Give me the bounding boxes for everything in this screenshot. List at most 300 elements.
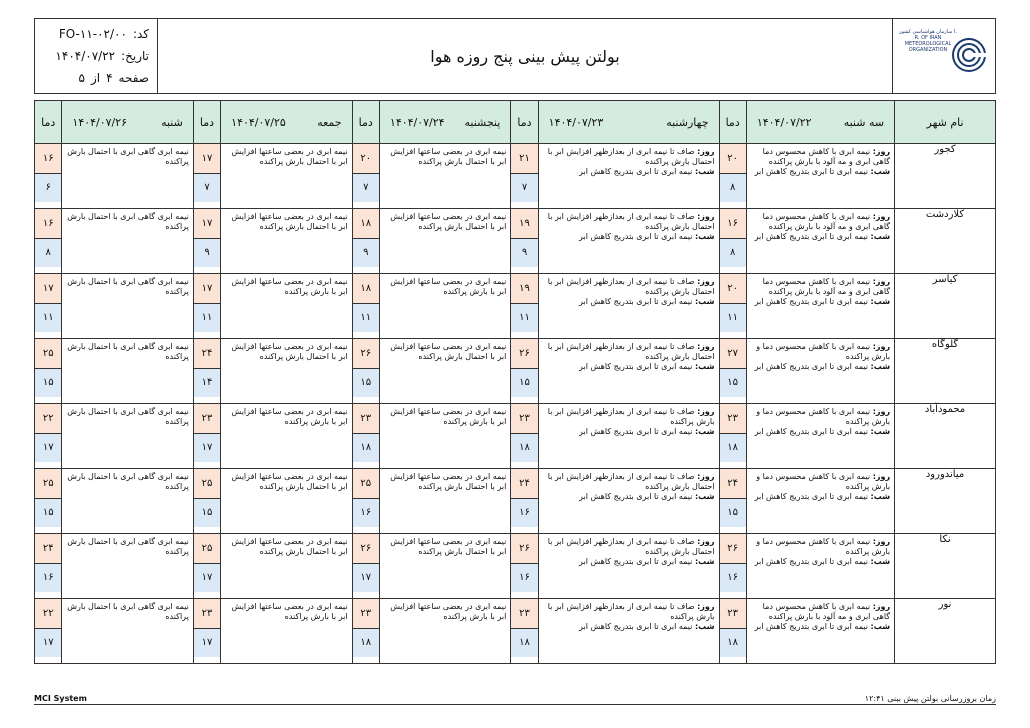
temp-cell bbox=[352, 469, 379, 534]
temp-cell bbox=[352, 404, 379, 469]
forecast-text: نیمه ابری در بعضی ساعتها افزایش ابر با احتمال بارش پراکنده bbox=[390, 212, 507, 231]
forecast-text: نیمه ابری گاهی ابری با احتمال بارش پراکنده bbox=[67, 537, 189, 556]
min-temp: ۹ bbox=[353, 239, 379, 268]
forecast-cell bbox=[221, 339, 352, 404]
day-forecast bbox=[543, 407, 715, 427]
day-text: نیمه ابری با کاهش محسوس دما و بارش پراکنده bbox=[756, 537, 891, 556]
forecast-cell bbox=[221, 599, 352, 664]
day-header-4 bbox=[221, 101, 352, 144]
temp-cell bbox=[193, 469, 220, 534]
day-text: نیمه ابری با کاهش محسوس دما و بارش پراکنده bbox=[756, 472, 891, 491]
day-forecast bbox=[543, 602, 715, 622]
temp-cell bbox=[35, 274, 62, 339]
night-label: شب: bbox=[870, 492, 891, 501]
table-row bbox=[35, 339, 996, 404]
day-text: نیمه ابری با کاهش محسوس دما گاهی ابری و مه آلود با بارش پراکنده bbox=[762, 602, 891, 621]
table-header-row bbox=[35, 101, 996, 144]
forecast-text: نیمه ابری در بعضی ساعتها افزایش ابر با احتمال بارش پراکنده bbox=[390, 472, 507, 491]
forecast-text: نیمه ابری در بعضی ساعتها افزایش ابر با بارش پراکنده bbox=[390, 407, 507, 426]
night-text: نیمه ابری تا ابری بتدریج کاهش ابر bbox=[754, 492, 868, 501]
min-temp: ۱۵ bbox=[353, 369, 379, 398]
night-text: نیمه ابری تا ابری بتدریج کاهش ابر bbox=[754, 362, 868, 371]
min-temp: ۱۱ bbox=[511, 304, 537, 333]
temp-cell bbox=[193, 404, 220, 469]
forecast-cell bbox=[538, 404, 719, 469]
min-temp: ۱۶ bbox=[511, 499, 537, 528]
update-time: ۱۲:۴۱ bbox=[864, 694, 885, 703]
city-name: محمودآباد bbox=[895, 404, 996, 469]
forecast-text: نیمه ابری در بعضی ساعتها افزایش ابر با بارش پراکنده bbox=[390, 602, 507, 621]
min-temp: ۷ bbox=[511, 174, 537, 203]
night-text: نیمه ابری تا ابری بتدریج کاهش ابر bbox=[579, 167, 693, 176]
temp-cell bbox=[193, 274, 220, 339]
night-forecast bbox=[543, 297, 715, 307]
min-temp: ۷ bbox=[353, 174, 379, 203]
forecast-text: نیمه ابری در بعضی ساعتها افزایش ابر با احتمال بارش پراکنده bbox=[231, 342, 348, 361]
max-temp: ۱۷ bbox=[194, 209, 220, 239]
min-temp: ۸ bbox=[720, 174, 746, 203]
night-text: نیمه ابری تا ابری بتدریج کاهش ابر bbox=[754, 297, 868, 306]
forecast-cell bbox=[221, 209, 352, 274]
day-forecast bbox=[751, 147, 890, 167]
forecast-text: نیمه ابری در بعضی ساعتها افزایش ابر با احتمال بارش پراکنده bbox=[231, 147, 348, 166]
day-header-1 bbox=[746, 101, 894, 144]
max-temp: ۲۳ bbox=[511, 599, 537, 629]
max-temp: ۲۶ bbox=[353, 534, 379, 564]
day-text: نیمه ابری با کاهش محسوس دما گاهی ابری و مه آلود با بارش پراکنده bbox=[762, 147, 891, 166]
min-temp: ۱۱ bbox=[353, 304, 379, 333]
max-temp: ۱۹ bbox=[511, 274, 537, 304]
min-temp: ۹ bbox=[194, 239, 220, 268]
max-temp: ۱۹ bbox=[511, 209, 537, 239]
forecast-cell bbox=[62, 144, 193, 209]
temp-cell bbox=[35, 404, 62, 469]
day-label: روز: bbox=[872, 277, 891, 286]
temp-header: دما bbox=[193, 101, 220, 144]
night-forecast bbox=[543, 622, 715, 632]
day-forecast bbox=[543, 212, 715, 232]
min-temp: ۱۵ bbox=[720, 369, 746, 398]
temp-cell bbox=[352, 209, 379, 274]
logo bbox=[892, 19, 995, 93]
temp-cell bbox=[352, 339, 379, 404]
night-forecast bbox=[751, 557, 890, 567]
night-label: شب: bbox=[694, 297, 715, 306]
forecast-cell bbox=[379, 599, 510, 664]
code-value: FO-۱۱-۰۲/۰۰ bbox=[58, 27, 127, 41]
night-text: نیمه ابری تا ابری بتدریج کاهش ابر bbox=[754, 557, 868, 566]
night-forecast bbox=[751, 362, 890, 372]
min-temp: ۱۴ bbox=[194, 369, 220, 398]
night-text: نیمه ابری تا ابری بتدریج کاهش ابر bbox=[579, 557, 693, 566]
night-text: نیمه ابری تا ابری بتدریج کاهش ابر bbox=[754, 622, 868, 631]
day-text: نیمه ابری با کاهش محسوس دما گاهی ابری و مه آلود با بارش پراکنده bbox=[762, 277, 891, 296]
city-name: میاندورود bbox=[895, 469, 996, 534]
max-temp: ۲۲ bbox=[35, 404, 61, 434]
min-temp: ۱۷ bbox=[194, 434, 220, 463]
forecast-cell bbox=[221, 274, 352, 339]
max-temp: ۲۵ bbox=[35, 469, 61, 499]
max-temp: ۱۷ bbox=[194, 144, 220, 174]
max-temp: ۲۴ bbox=[194, 339, 220, 369]
temp-cell bbox=[352, 534, 379, 599]
night-label: شب: bbox=[870, 232, 891, 241]
day-text: صاف تا نیمه ابری از بعدازظهر افزایش ابر با احتمال بارش پراکنده bbox=[547, 212, 715, 231]
forecast-cell bbox=[538, 469, 719, 534]
day-date: ۱۴۰۴/۰۷/۲۵ bbox=[231, 115, 286, 129]
max-temp: ۲۳ bbox=[194, 404, 220, 434]
min-temp: ۱۵ bbox=[194, 499, 220, 528]
max-temp: ۲۳ bbox=[720, 599, 746, 629]
temp-cell bbox=[719, 274, 746, 339]
forecast-text: نیمه ابری در بعضی ساعتها افزایش ابر با احتمال بارش پراکنده bbox=[390, 537, 507, 556]
forecast-text: نیمه ابری گاهی ابری با احتمال بارش پراکنده bbox=[67, 602, 189, 621]
forecast-text: نیمه ابری در بعضی ساعتها افزایش ابر با احتمال بارش پراکنده bbox=[231, 537, 348, 556]
max-temp: ۲۷ bbox=[720, 339, 746, 369]
max-temp: ۲۵ bbox=[194, 534, 220, 564]
footer-divider bbox=[34, 704, 996, 705]
day-label: روز: bbox=[697, 147, 715, 156]
min-temp: ۸ bbox=[720, 239, 746, 268]
min-temp: ۱۵ bbox=[511, 369, 537, 398]
forecast-cell bbox=[221, 469, 352, 534]
bulletin-header bbox=[34, 18, 996, 94]
night-forecast bbox=[543, 557, 715, 567]
day-text: صاف تا نیمه ابری از بعدازظهر افزایش ابر با بارش پراکنده bbox=[547, 407, 715, 426]
forecast-cell bbox=[62, 339, 193, 404]
max-temp: ۱۸ bbox=[353, 209, 379, 239]
min-temp: ۱۷ bbox=[353, 564, 379, 593]
forecast-cell bbox=[746, 209, 894, 274]
table-row bbox=[35, 534, 996, 599]
day-forecast bbox=[751, 472, 890, 492]
day-forecast bbox=[751, 342, 890, 362]
update-label: زمان بروزرسانی بولتن پیش بینی bbox=[887, 694, 996, 703]
temp-cell bbox=[719, 144, 746, 209]
day-text: نیمه ابری با کاهش محسوس دما و بارش پراکنده bbox=[756, 342, 891, 361]
temp-cell bbox=[719, 339, 746, 404]
day-date: ۱۴۰۴/۰۷/۲۳ bbox=[548, 115, 604, 129]
update-info bbox=[865, 694, 996, 703]
night-forecast bbox=[751, 622, 890, 632]
day-text: صاف تا نیمه ابری از بعدازظهر افزایش ابر با بارش پراکنده bbox=[547, 602, 715, 621]
temp-cell bbox=[511, 404, 538, 469]
temp-cell bbox=[511, 209, 538, 274]
temp-cell bbox=[193, 144, 220, 209]
temp-cell bbox=[511, 534, 538, 599]
night-text: نیمه ابری تا ابری بتدریج کاهش ابر bbox=[754, 427, 868, 436]
night-text: نیمه ابری تا ابری بتدریج کاهش ابر bbox=[579, 297, 693, 306]
min-temp: ۱۶ bbox=[720, 564, 746, 593]
forecast-text: نیمه ابری گاهی ابری با احتمال بارش پراکنده bbox=[67, 472, 189, 491]
table-row bbox=[35, 599, 996, 664]
city-header: نام شهر bbox=[895, 101, 996, 144]
max-temp: ۲۶ bbox=[353, 339, 379, 369]
forecast-text: نیمه ابری در بعضی ساعتها افزایش ابر با احتمال بارش پراکنده bbox=[390, 342, 507, 361]
forecast-text: نیمه ابری گاهی ابری با احتمال بارش پراکنده bbox=[67, 277, 189, 296]
day-date: ۱۴۰۴/۰۷/۲۶ bbox=[72, 115, 128, 129]
day-forecast bbox=[543, 472, 715, 492]
system-label: MCI System bbox=[34, 694, 87, 703]
temp-header: دما bbox=[35, 101, 62, 144]
city-name: کلاردشت bbox=[895, 209, 996, 274]
max-temp: ۲۵ bbox=[194, 469, 220, 499]
forecast-cell bbox=[538, 144, 719, 209]
day-label: روز: bbox=[872, 602, 891, 611]
day-label: روز: bbox=[872, 147, 891, 156]
min-temp: ۱۵ bbox=[35, 499, 61, 528]
night-label: شب: bbox=[870, 557, 891, 566]
forecast-cell bbox=[62, 209, 193, 274]
night-text: نیمه ابری تا ابری بتدریج کاهش ابر bbox=[579, 622, 693, 631]
temp-cell bbox=[719, 469, 746, 534]
forecast-cell bbox=[538, 599, 719, 664]
page-current: ۴ bbox=[106, 71, 113, 85]
day-header-3 bbox=[379, 101, 510, 144]
city-name: نکا bbox=[895, 534, 996, 599]
temp-cell bbox=[719, 209, 746, 274]
max-temp: ۱۷ bbox=[194, 274, 220, 304]
city-name: گلوگاه bbox=[895, 339, 996, 404]
forecast-table bbox=[34, 100, 996, 664]
forecast-text: نیمه ابری گاهی ابری با احتمال بارش پراکنده bbox=[67, 212, 189, 231]
forecast-cell bbox=[379, 534, 510, 599]
forecast-cell bbox=[221, 534, 352, 599]
temp-cell bbox=[719, 599, 746, 664]
temp-cell bbox=[719, 404, 746, 469]
night-text: نیمه ابری تا ابری بتدریج کاهش ابر bbox=[754, 232, 868, 241]
max-temp: ۲۳ bbox=[353, 404, 379, 434]
doc-info bbox=[35, 19, 158, 93]
table-row bbox=[35, 274, 996, 339]
temp-header: دما bbox=[352, 101, 379, 144]
day-name: پنجشنبه bbox=[464, 115, 501, 129]
forecast-text: نیمه ابری در بعضی ساعتها افزایش ابر با احتمال بارش پراکنده bbox=[231, 212, 348, 231]
min-temp: ۱۷ bbox=[35, 629, 61, 658]
day-forecast bbox=[751, 277, 890, 297]
forecast-cell bbox=[746, 534, 894, 599]
day-header-5 bbox=[62, 101, 193, 144]
temp-cell bbox=[511, 469, 538, 534]
max-temp: ۲۵ bbox=[35, 339, 61, 369]
forecast-cell bbox=[221, 144, 352, 209]
day-forecast bbox=[543, 537, 715, 557]
max-temp: ۲۳ bbox=[353, 599, 379, 629]
forecast-cell bbox=[746, 404, 894, 469]
night-text: نیمه ابری تا ابری بتدریج کاهش ابر bbox=[579, 232, 693, 241]
night-label: شب: bbox=[694, 232, 715, 241]
min-temp: ۱۷ bbox=[35, 434, 61, 463]
forecast-text: نیمه ابری در بعضی ساعتها افزایش ابر با احتمال بارش پراکنده bbox=[390, 147, 507, 166]
day-header-2 bbox=[538, 101, 719, 144]
day-forecast bbox=[751, 537, 890, 557]
forecast-cell bbox=[379, 469, 510, 534]
forecast-text: نیمه ابری گاهی ابری با احتمال بارش پراکنده bbox=[67, 147, 189, 166]
logo-text: سازمان هواشناسی کشور I. R. OF IRAN METEOROLOGICAL ORGANIZATION bbox=[899, 29, 957, 53]
night-forecast bbox=[543, 232, 715, 242]
day-label: روز: bbox=[697, 407, 715, 416]
temp-cell bbox=[511, 599, 538, 664]
day-label: روز: bbox=[872, 407, 891, 416]
forecast-cell bbox=[62, 599, 193, 664]
day-forecast bbox=[751, 407, 890, 427]
min-temp: ۱۵ bbox=[720, 499, 746, 528]
day-label: روز: bbox=[697, 212, 715, 221]
max-temp: ۲۳ bbox=[194, 599, 220, 629]
day-name: جمعه bbox=[317, 115, 342, 129]
forecast-cell bbox=[379, 404, 510, 469]
day-label: روز: bbox=[872, 472, 891, 481]
page-total: ۵ bbox=[78, 71, 85, 85]
max-temp: ۲۶ bbox=[511, 339, 537, 369]
day-text: صاف تا نیمه ابری از بعدازظهر افزایش ابر با احتمال بارش پراکنده bbox=[547, 277, 715, 296]
night-text: نیمه ابری تا ابری بتدریج کاهش ابر bbox=[579, 427, 693, 436]
temp-cell bbox=[511, 339, 538, 404]
max-temp: ۲۳ bbox=[511, 404, 537, 434]
forecast-cell bbox=[538, 339, 719, 404]
min-temp: ۱۸ bbox=[720, 434, 746, 463]
day-text: صاف تا نیمه ابری از بعدازظهر افزایش ابر با احتمال بارش پراکنده bbox=[547, 537, 715, 556]
day-text: نیمه ابری با کاهش محسوس دما گاهی ابری و مه آلود با بارش پراکنده bbox=[762, 212, 891, 231]
temp-cell bbox=[35, 339, 62, 404]
max-temp: ۱۷ bbox=[35, 274, 61, 304]
day-forecast bbox=[543, 147, 715, 167]
night-forecast bbox=[751, 492, 890, 502]
max-temp: ۱۸ bbox=[353, 274, 379, 304]
temp-cell bbox=[511, 144, 538, 209]
day-forecast bbox=[543, 277, 715, 297]
day-text: صاف تا نیمه ابری از بعدازظهر افزایش ابر با احتمال بارش پراکنده bbox=[547, 342, 715, 361]
night-forecast bbox=[751, 232, 890, 242]
forecast-text: نیمه ابری گاهی ابری با احتمال بارش پراکنده bbox=[67, 342, 189, 361]
day-label: روز: bbox=[697, 472, 715, 481]
temp-cell bbox=[719, 534, 746, 599]
day-label: روز: bbox=[697, 277, 715, 286]
max-temp: ۲۶ bbox=[511, 534, 537, 564]
temp-cell bbox=[352, 274, 379, 339]
night-label: شب: bbox=[870, 167, 891, 176]
temp-cell bbox=[511, 274, 538, 339]
max-temp: ۲۰ bbox=[353, 144, 379, 174]
forecast-cell bbox=[746, 274, 894, 339]
forecast-text: نیمه ابری در بعضی ساعتها افزایش ابر با بارش پراکنده bbox=[231, 407, 348, 426]
min-temp: ۱۵ bbox=[35, 369, 61, 398]
day-label: روز: bbox=[872, 537, 891, 546]
night-label: شب: bbox=[694, 362, 715, 371]
min-temp: ۷ bbox=[194, 174, 220, 203]
forecast-text: نیمه ابری گاهی ابری با احتمال بارش پراکنده bbox=[67, 407, 189, 426]
max-temp: ۲۲ bbox=[35, 599, 61, 629]
day-label: روز: bbox=[697, 342, 715, 351]
max-temp: ۱۶ bbox=[35, 144, 61, 174]
forecast-cell bbox=[62, 534, 193, 599]
min-temp: ۱۱ bbox=[35, 304, 61, 333]
date-value: ۱۴۰۴/۰۷/۲۲ bbox=[55, 49, 116, 63]
min-temp: ۱۷ bbox=[194, 564, 220, 593]
forecast-cell bbox=[62, 274, 193, 339]
temp-cell bbox=[352, 144, 379, 209]
day-text: صاف تا نیمه ابری از بعدازظهر افزایش ابر با احتمال بارش پراکنده bbox=[547, 147, 715, 166]
page-label: صفحه bbox=[118, 71, 149, 85]
forecast-cell bbox=[746, 144, 894, 209]
temp-header: دما bbox=[719, 101, 746, 144]
max-temp: ۲۱ bbox=[511, 144, 537, 174]
night-label: شب: bbox=[870, 362, 891, 371]
day-text: نیمه ابری با کاهش محسوس دما و بارش پراکنده bbox=[756, 407, 891, 426]
temp-cell bbox=[352, 599, 379, 664]
forecast-cell bbox=[221, 404, 352, 469]
night-label: شب: bbox=[870, 297, 891, 306]
temp-cell bbox=[193, 339, 220, 404]
night-forecast bbox=[751, 297, 890, 307]
night-label: شب: bbox=[694, 557, 715, 566]
night-label: شب: bbox=[694, 167, 715, 176]
day-forecast bbox=[751, 212, 890, 232]
night-text: نیمه ابری تا ابری بتدریج کاهش ابر bbox=[579, 362, 693, 371]
max-temp: ۱۶ bbox=[720, 209, 746, 239]
page-title: بولتن پیش بینی پنج روزه هوا bbox=[430, 46, 620, 66]
forecast-cell bbox=[62, 404, 193, 469]
temp-cell bbox=[35, 144, 62, 209]
max-temp: ۲۳ bbox=[720, 404, 746, 434]
night-forecast bbox=[543, 167, 715, 177]
min-temp: ۸ bbox=[35, 239, 61, 268]
min-temp: ۱۸ bbox=[511, 629, 537, 658]
min-temp: ۱۷ bbox=[194, 629, 220, 658]
night-label: شب: bbox=[694, 492, 715, 501]
min-temp: ۱۱ bbox=[720, 304, 746, 333]
max-temp: ۲۴ bbox=[511, 469, 537, 499]
min-temp: ۱۸ bbox=[511, 434, 537, 463]
night-forecast bbox=[751, 167, 890, 177]
forecast-cell bbox=[62, 469, 193, 534]
table-row bbox=[35, 404, 996, 469]
forecast-text: نیمه ابری در بعضی ساعتها افزایش ابر با بارش پراکنده bbox=[231, 602, 348, 621]
min-temp: ۶ bbox=[35, 174, 61, 203]
day-label: روز: bbox=[697, 537, 715, 546]
min-temp: ۱۸ bbox=[720, 629, 746, 658]
day-date: ۱۴۰۴/۰۷/۲۲ bbox=[756, 115, 812, 129]
min-temp: ۹ bbox=[511, 239, 537, 268]
day-label: روز: bbox=[872, 212, 891, 221]
night-forecast bbox=[543, 362, 715, 372]
min-temp: ۱۸ bbox=[353, 434, 379, 463]
city-name: کجور bbox=[895, 144, 996, 209]
day-name: چهارشنبه bbox=[666, 115, 709, 129]
city-name: کیاسر bbox=[895, 274, 996, 339]
date-label: تاریخ: bbox=[121, 49, 149, 63]
night-label: شب: bbox=[694, 622, 715, 631]
night-forecast bbox=[751, 427, 890, 437]
min-temp: ۱۱ bbox=[194, 304, 220, 333]
max-temp: ۲۰ bbox=[720, 144, 746, 174]
forecast-cell bbox=[746, 599, 894, 664]
forecast-text: نیمه ابری در بعضی ساعتها افزایش ابر با بارش پراکنده bbox=[390, 277, 507, 296]
table-row bbox=[35, 469, 996, 534]
temp-cell bbox=[35, 469, 62, 534]
table-row bbox=[35, 209, 996, 274]
day-label: روز: bbox=[872, 342, 891, 351]
forecast-cell bbox=[379, 339, 510, 404]
max-temp: ۲۵ bbox=[353, 469, 379, 499]
forecast-text: نیمه ابری در بعضی ساعتها افزایش ابر با بارش پراکنده bbox=[231, 277, 348, 296]
forecast-cell bbox=[379, 209, 510, 274]
min-temp: ۱۸ bbox=[353, 629, 379, 658]
max-temp: ۲۶ bbox=[720, 534, 746, 564]
night-forecast bbox=[543, 427, 715, 437]
night-label: شب: bbox=[870, 622, 891, 631]
city-name: نور bbox=[895, 599, 996, 664]
